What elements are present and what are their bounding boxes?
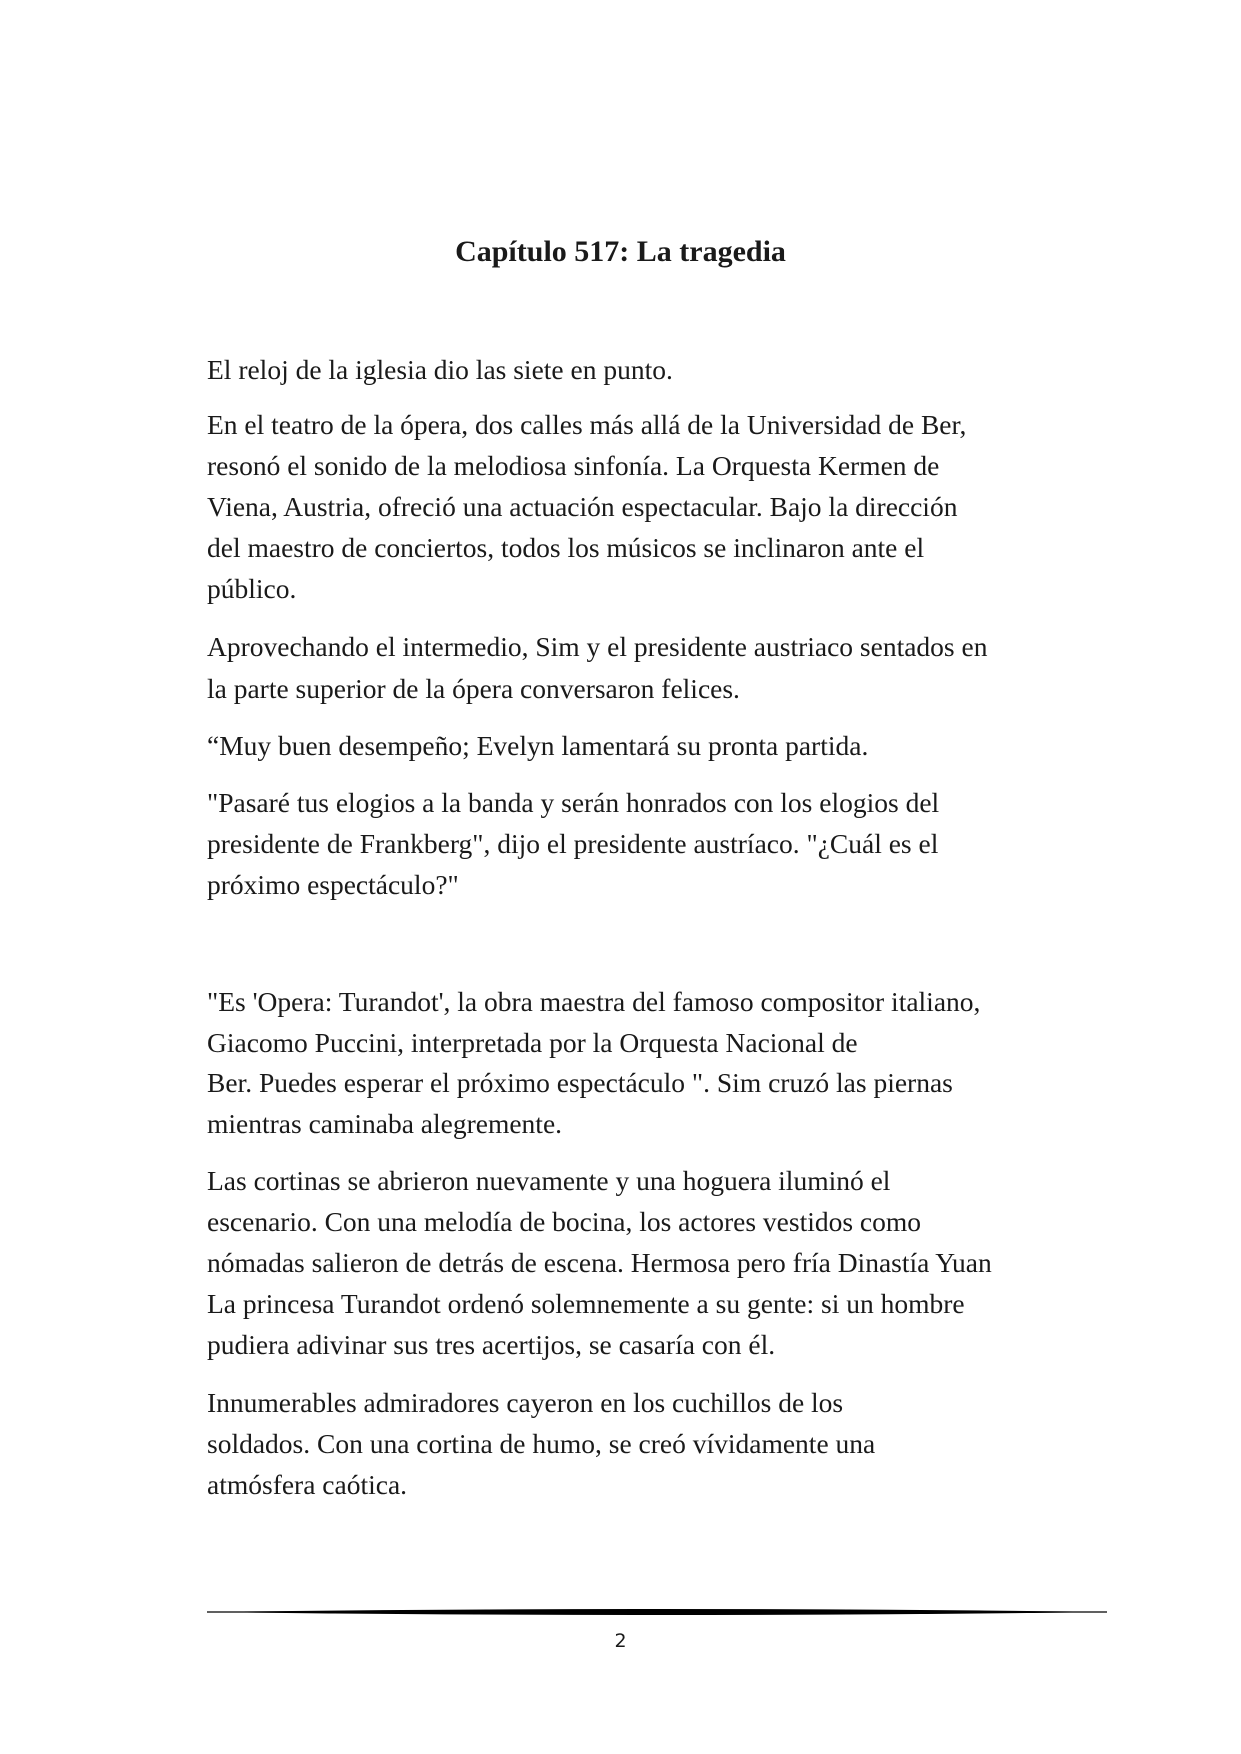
paragraph-6-line-2: Giacomo Puccini, interpretada por la Orquesta Nacional de	[207, 1027, 858, 1058]
paragraph-6-line-1: "Es 'Opera: Turandot', la obra maestra del famoso compositor italiano,	[207, 986, 981, 1017]
paragraph-3-line-1: Aprovechando el intermedio, Sim y el presidente austriaco sentados en	[207, 631, 988, 662]
paragraph-5-line-1: "Pasaré tus elogios a la banda y serán honrados con los elogios del	[207, 787, 940, 818]
paragraph-4-line-1: “Muy buen desempeño; Evelyn lamentará su pronta partida.	[207, 730, 869, 761]
paragraph-8-line-3: atmósfera caótica.	[207, 1469, 408, 1500]
paragraph-5-line-3: próximo espectáculo?"	[207, 869, 459, 900]
paragraph-7-line-1: Las cortinas se abrieron nuevamente y una hoguera iluminó el	[207, 1165, 891, 1196]
paragraph-2-line-5: público.	[207, 573, 297, 604]
paragraph-8-line-2: soldados. Con una cortina de humo, se creó vívidamente una	[207, 1428, 876, 1459]
paragraph-2-line-2: resonó el sonido de la melodiosa sinfonía. La Orquesta Kermen de	[207, 450, 940, 481]
paragraph-6-line-4: mientras caminaba alegremente.	[207, 1108, 563, 1139]
paragraph-2-line-3: Viena, Austria, ofreció una actuación espectacular. Bajo la dirección	[207, 491, 958, 522]
page-number: 2	[614, 1630, 627, 1652]
paragraph-6-line-3: Ber. Puedes esperar el próximo espectáculo ". Sim cruzó las piernas	[207, 1067, 953, 1098]
paragraph-7-line-4: La princesa Turandot ordenó solemnemente a su gente: si un hombre	[207, 1288, 965, 1319]
chapter-title: Capítulo 517: La tragedia	[455, 235, 786, 268]
paragraph-2-line-4: del maestro de conciertos, todos los músicos se inclinaron ante el	[207, 532, 925, 563]
paragraph-7-line-3: nómadas salieron de detrás de escena. Hermosa pero fría Dinastía Yuan	[207, 1247, 992, 1278]
paragraph-7-line-2: escenario. Con una melodía de bocina, los actores vestidos como	[207, 1206, 922, 1237]
paragraph-5-line-2: presidente de Frankberg", dijo el presidente austríaco. "¿Cuál es el	[207, 828, 939, 859]
footer-divider	[207, 1606, 1107, 1618]
paragraph-1-line-1: El reloj de la iglesia dio las siete en punto.	[207, 354, 673, 385]
paragraph-7-line-5: pudiera adivinar sus tres acertijos, se casaría con él.	[207, 1329, 776, 1360]
paragraph-8-line-1: Innumerables admiradores cayeron en los cuchillos de los	[207, 1387, 844, 1418]
paragraph-3-line-2: la parte superior de la ópera conversaron felices.	[207, 673, 740, 704]
paragraph-2-line-1: En el teatro de la ópera, dos calles más allá de la Universidad de Ber,	[207, 409, 967, 440]
